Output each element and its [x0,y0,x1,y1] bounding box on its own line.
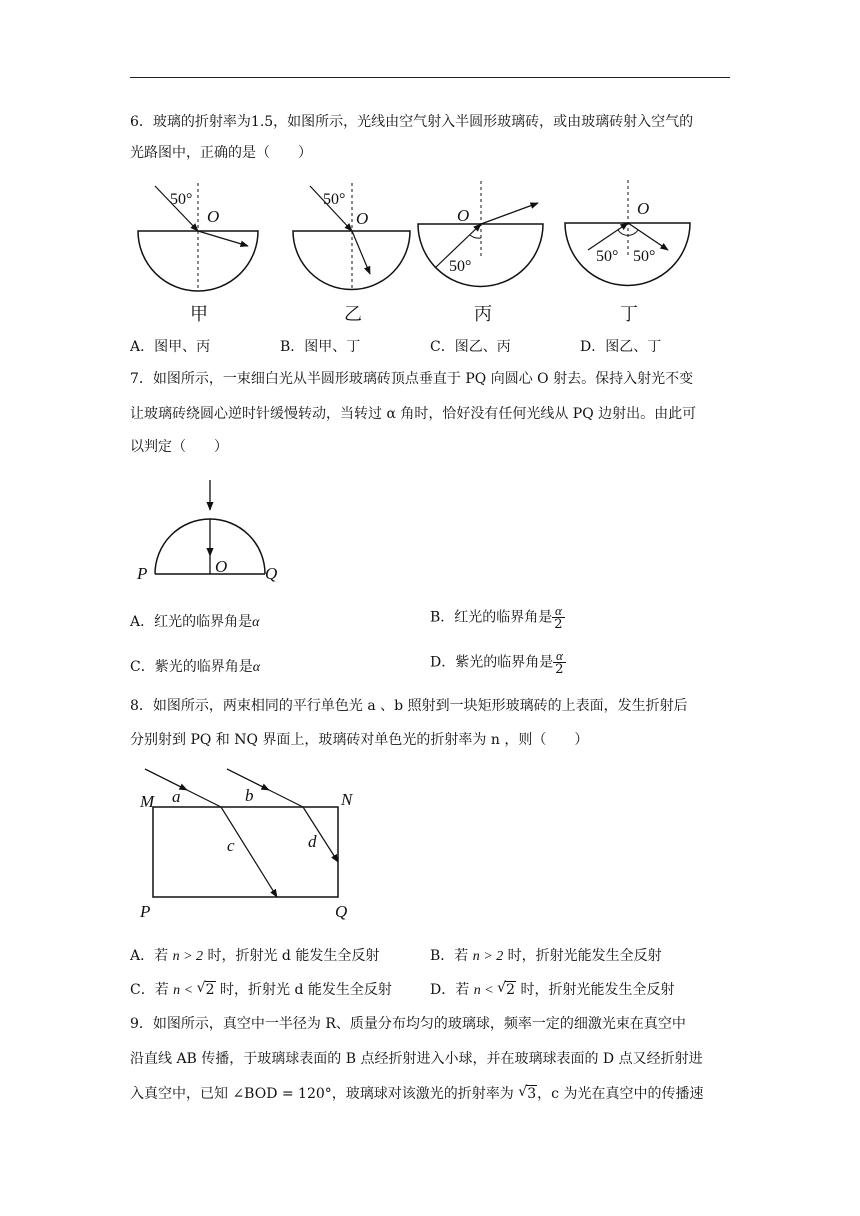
q8-option-d [430,980,675,1001]
q8-option-b [430,946,662,967]
angle-arc-bing [470,235,481,238]
sqrt-radicand: 2 [506,982,516,998]
q8-label-n: N [341,790,353,809]
q8-label-a: a [172,787,181,806]
diagram-ding [565,180,690,324]
q6-option-a: A．图甲、丙 [130,339,211,355]
q7-diagram [135,476,295,586]
center-label-ding: O [637,199,650,218]
q7-option-b-fraction [552,604,564,631]
q8-option-d-prefix: D．若 [430,982,474,998]
q8-text-line2: 分别射到 PQ 和 NQ 界面上，玻璃砖对单色光的折射率为 n ，则（ ） [130,732,589,748]
center-label-jia: O [207,207,220,226]
sqrt-symbol: √ 2 [497,980,516,998]
refracted-ray-yi [352,231,370,274]
q7-option-c-text: C．紫光的临界角是 [130,659,253,675]
q8-option-a-condition: n > 2 [172,949,204,964]
q7-text-line2: 让玻璃砖绕圆心逆时针缓慢转动，当转过 α 角时，恰好没有任何光线从 PQ 边射出。由此可 [130,406,697,422]
q8-text-line1: 8．如图所示，两束相同的平行单色光 a 、b 照射到一块矩形玻璃砖的上表面，发生折射后 [130,698,688,714]
q7-text-line1: 7．如图所示，一束细白光从半圆形玻璃砖顶点垂直于 PQ 向圆心 O 射去。保持入射光不变 [130,371,694,387]
center-label-yi: O [356,209,369,228]
q8-label-b: b [245,786,254,805]
q8-option-c [130,980,392,1001]
q8-label-m: M [140,792,155,811]
q9-text-line1: 9．如图所示，真空中一半径为 R、质量分布均匀的玻璃球，频率一定的细激光束在真空中 [130,1016,686,1032]
q7-option-b [430,604,565,631]
q8-option-c-prefix: C．若 [130,982,174,998]
q8-option-c-suffix: 时，折射光 d 能发生全反射 [215,982,392,998]
q9-text-line3-prefix: 入真空中，已知 ∠BOD = 120°，玻璃球对该激光的折射率为 [130,1086,519,1102]
q8-label-d: d [308,832,317,851]
q7-option-b-text: B．红光的临界角是 [430,609,553,626]
q8-option-b-prefix: B．若 [430,948,473,964]
q9-text-line3 [130,1084,740,1104]
fraction-numerator: α [553,649,565,663]
q9-text-line3-suffix: ，c 为光在真空中的传播速 [537,1086,704,1102]
q8-option-d-suffix: 时，折射光能发生全反射 [516,982,675,998]
fraction-numerator: α [552,604,564,618]
refracted-ray-jia [198,231,248,246]
caption-jia: 甲 [190,304,208,324]
q8-option-b-suffix: 时，折射光能发生全反射 [503,948,662,964]
q7-label-p: P [137,564,148,583]
q8-label-p: P [140,902,151,921]
q7-text-line3: 以判定（ ） [130,439,228,455]
q6-option-c: C．图乙、丙 [430,339,511,355]
caption-yi: 乙 [344,304,362,324]
sqrt-symbol: √ 2 [196,980,215,998]
q8-option-a-prefix: A．若 [130,948,173,964]
q7-option-a [130,612,259,633]
sqrt-radicand: 2 [205,982,215,998]
q6-text-line1: 6．玻璃的折射率为1.5，如图所示，光线由空气射入半圆形玻璃砖，或由玻璃砖射入空气的 [130,114,694,130]
angle-label-yi: 50° [323,191,346,208]
header-rule [130,77,730,78]
q8-label-q: Q [335,902,348,921]
q7-label-q: Q [265,564,278,583]
q7-option-c [130,657,260,678]
angle-label-ding-right: 50° [633,248,656,265]
fraction-denominator: 2 [554,617,563,632]
center-label-bing: O [457,206,470,225]
ray-reflect-ding [628,223,668,250]
q7-option-d-fraction [553,649,565,676]
ray-in-ding [588,223,628,250]
q8-option-d-condition: n < [473,983,498,998]
q8-diagram [135,765,375,925]
sqrt-radicand: 3 [527,1086,537,1102]
q8-glass-rectangle [153,807,338,897]
q6-option-b: B．图甲、丁 [280,339,361,355]
ray-out-bing [481,203,538,224]
q9-text-line2: 沿直线 AB 传播，于玻璃球表面的 B 点经折射进入小球，并在玻璃球表面的 D 点又经折射进 [130,1051,703,1067]
q8-option-a [130,946,379,967]
q6-diagrams [130,178,730,328]
angle-label-ding-left: 50° [596,248,619,265]
q8-option-a-suffix: 时，折射光 d 能发生全反射 [203,948,380,964]
q7-label-o: O [215,557,228,576]
fraction-denominator: 2 [555,662,564,677]
q7-option-c-alpha: α [252,660,261,675]
q8-option-b-condition: n > 2 [472,949,504,964]
q7-option-a-alpha: α [252,615,260,630]
diagram-jia [138,183,258,324]
sqrt-symbol: √ 3 [518,1084,537,1102]
angle-label-jia: 50° [170,191,193,208]
q8-ray-a-arrow [145,769,187,790]
q7-option-d-text: D．紫光的临界角是 [430,654,554,671]
q8-label-c: c [227,836,235,855]
q7-option-d [430,649,566,676]
caption-ding: 丁 [620,304,638,324]
angle-label-bing: 50° [449,258,472,275]
q6-text-line2: 光路图中，正确的是（ ） [130,145,312,161]
q6-option-d: D．图乙、丁 [580,339,662,355]
q7-option-a-text: A．红光的临界角是 [130,614,253,630]
diagram-bing [418,181,543,324]
q8-option-c-condition: n < [173,983,197,998]
diagram-yi [293,183,410,324]
caption-bing: 丙 [474,304,492,324]
